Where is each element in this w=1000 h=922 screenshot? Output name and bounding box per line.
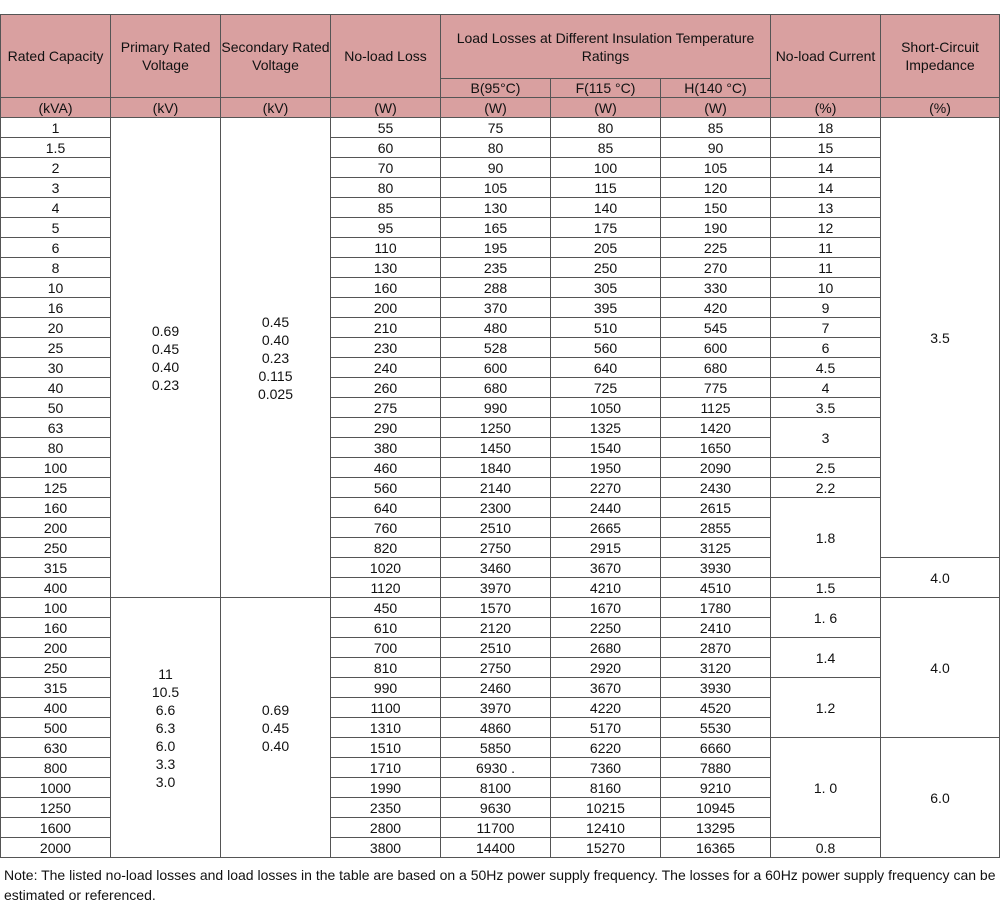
- cell-rated-capacity: 1600: [1, 818, 111, 838]
- cell-load-loss-f: 1540: [551, 438, 661, 458]
- cell-load-loss-b: 2750: [441, 658, 551, 678]
- cell-no-load-loss: 110: [331, 238, 441, 258]
- cell-load-loss-h: 3120: [661, 658, 771, 678]
- cell-load-loss-f: 3670: [551, 558, 661, 578]
- cell-no-load-loss: 1710: [331, 758, 441, 778]
- cell-load-loss-f: 2680: [551, 638, 661, 658]
- header-rated-capacity: Rated Capacity: [1, 15, 111, 98]
- cell-no-load-current: 3.5: [771, 398, 881, 418]
- cell-no-load-current: 11: [771, 238, 881, 258]
- cell-no-load-loss: 1120: [331, 578, 441, 598]
- cell-load-loss-b: 2140: [441, 478, 551, 498]
- cell-no-load-current: 18: [771, 118, 881, 138]
- cell-load-loss-h: 90: [661, 138, 771, 158]
- cell-load-loss-f: 7360: [551, 758, 661, 778]
- cell-no-load-current: 7: [771, 318, 881, 338]
- cell-load-loss-f: 10215: [551, 798, 661, 818]
- cell-load-loss-f: 1050: [551, 398, 661, 418]
- cell-load-loss-h: 16365: [661, 838, 771, 858]
- cell-load-loss-f: 1950: [551, 458, 661, 478]
- cell-no-load-loss: 275: [331, 398, 441, 418]
- cell-rated-capacity: 160: [1, 498, 111, 518]
- cell-no-load-current: 6: [771, 338, 881, 358]
- cell-no-load-loss: 260: [331, 378, 441, 398]
- cell-load-loss-h: 9210: [661, 778, 771, 798]
- cell-no-load-loss: 820: [331, 538, 441, 558]
- cell-no-load-loss: 700: [331, 638, 441, 658]
- cell-rated-capacity: 8: [1, 258, 111, 278]
- cell-load-loss-h: 190: [661, 218, 771, 238]
- header-no-load-loss: No-load Loss: [331, 15, 441, 98]
- cell-load-loss-b: 11700: [441, 818, 551, 838]
- cell-load-loss-b: 195: [441, 238, 551, 258]
- cell-rated-capacity: 315: [1, 558, 111, 578]
- cell-no-load-loss: 450: [331, 598, 441, 618]
- cell-load-loss-h: 270: [661, 258, 771, 278]
- cell-no-load-loss: 210: [331, 318, 441, 338]
- cell-load-loss-f: 4210: [551, 578, 661, 598]
- cell-rated-capacity: 16: [1, 298, 111, 318]
- cell-no-load-current: 1.5: [771, 578, 881, 598]
- cell-no-load-loss: 70: [331, 158, 441, 178]
- cell-load-loss-f: 8160: [551, 778, 661, 798]
- cell-sc-impedance: 3.5: [881, 118, 1000, 558]
- cell-no-load-current: 11: [771, 258, 881, 278]
- cell-no-load-current: 15: [771, 138, 881, 158]
- cell-load-loss-b: 1840: [441, 458, 551, 478]
- cell-load-loss-b: 1450: [441, 438, 551, 458]
- cell-no-load-loss: 810: [331, 658, 441, 678]
- unit-primary-voltage: (kV): [111, 98, 221, 118]
- cell-load-loss-h: 13295: [661, 818, 771, 838]
- cell-no-load-loss: 990: [331, 678, 441, 698]
- cell-rated-capacity: 125: [1, 478, 111, 498]
- cell-load-loss-f: 250: [551, 258, 661, 278]
- header-secondary-voltage: Secondary Rated Voltage: [221, 15, 331, 98]
- voltage-value: 0.23: [151, 376, 180, 393]
- voltage-value: 0.69: [261, 701, 290, 718]
- cell-load-loss-h: 2855: [661, 518, 771, 538]
- transformer-spec-table-wrapper: [0, 14, 1000, 858]
- cell-load-loss-b: 2750: [441, 538, 551, 558]
- transformer-spec-table: [0, 14, 1000, 858]
- cell-no-load-loss: 160: [331, 278, 441, 298]
- cell-no-load-current: 1. 0: [771, 738, 881, 838]
- cell-no-load-current: 1. 6: [771, 598, 881, 638]
- cell-load-loss-h: 2615: [661, 498, 771, 518]
- cell-rated-capacity: 1.5: [1, 138, 111, 158]
- cell-no-load-current: 3: [771, 418, 881, 458]
- cell-load-loss-h: 4520: [661, 698, 771, 718]
- cell-no-load-loss: 95: [331, 218, 441, 238]
- cell-secondary-voltage: [221, 118, 331, 598]
- cell-no-load-loss: 2800: [331, 818, 441, 838]
- cell-rated-capacity: 250: [1, 538, 111, 558]
- cell-no-load-current: 0.8: [771, 838, 881, 858]
- cell-load-loss-h: 2870: [661, 638, 771, 658]
- cell-load-loss-f: 2920: [551, 658, 661, 678]
- cell-load-loss-h: 5530: [661, 718, 771, 738]
- cell-load-loss-b: 680: [441, 378, 551, 398]
- cell-no-load-loss: 60: [331, 138, 441, 158]
- cell-no-load-loss: 85: [331, 198, 441, 218]
- cell-load-loss-b: 600: [441, 358, 551, 378]
- cell-rated-capacity: 80: [1, 438, 111, 458]
- voltage-value: 6.0: [155, 737, 176, 754]
- cell-no-load-loss: 760: [331, 518, 441, 538]
- unit-class-h: (W): [661, 98, 771, 118]
- header-class-b: B(95°C): [441, 79, 551, 98]
- cell-no-load-loss: 2350: [331, 798, 441, 818]
- cell-load-loss-b: 528: [441, 338, 551, 358]
- cell-no-load-loss: 80: [331, 178, 441, 198]
- cell-load-loss-b: 2510: [441, 518, 551, 538]
- cell-no-load-loss: 1310: [331, 718, 441, 738]
- cell-no-load-loss: 130: [331, 258, 441, 278]
- cell-load-loss-h: 600: [661, 338, 771, 358]
- cell-primary-voltage: [111, 598, 221, 858]
- cell-load-loss-h: 2430: [661, 478, 771, 498]
- voltage-value: 6.6: [155, 701, 176, 718]
- cell-rated-capacity: 2000: [1, 838, 111, 858]
- cell-load-loss-b: 130: [441, 198, 551, 218]
- cell-load-loss-f: 5170: [551, 718, 661, 738]
- unit-no-load-loss: (W): [331, 98, 441, 118]
- cell-load-loss-b: 2510: [441, 638, 551, 658]
- cell-load-loss-f: 175: [551, 218, 661, 238]
- cell-rated-capacity: 5: [1, 218, 111, 238]
- cell-load-loss-f: 560: [551, 338, 661, 358]
- cell-load-loss-b: 3460: [441, 558, 551, 578]
- cell-rated-capacity: 1: [1, 118, 111, 138]
- header-primary-voltage: Primary Rated Voltage: [111, 15, 221, 98]
- cell-load-loss-h: 3125: [661, 538, 771, 558]
- cell-load-loss-b: 14400: [441, 838, 551, 858]
- cell-sc-impedance: 4.0: [881, 598, 1000, 738]
- voltage-value: 0.45: [151, 340, 180, 357]
- cell-load-loss-h: 420: [661, 298, 771, 318]
- cell-load-loss-b: 165: [441, 218, 551, 238]
- header-sc-impedance: Short-Circuit Impedance: [881, 15, 1000, 98]
- cell-rated-capacity: 10: [1, 278, 111, 298]
- cell-load-loss-f: 3670: [551, 678, 661, 698]
- cell-no-load-current: 1.4: [771, 638, 881, 678]
- cell-load-loss-f: 140: [551, 198, 661, 218]
- cell-load-loss-f: 205: [551, 238, 661, 258]
- cell-load-loss-f: 12410: [551, 818, 661, 838]
- unit-secondary-voltage: (kV): [221, 98, 331, 118]
- cell-no-load-loss: 55: [331, 118, 441, 138]
- voltage-value: 10.5: [151, 683, 180, 700]
- cell-load-loss-h: 3930: [661, 678, 771, 698]
- cell-load-loss-f: 85: [551, 138, 661, 158]
- cell-load-loss-f: 6220: [551, 738, 661, 758]
- cell-no-load-current: 1.8: [771, 498, 881, 578]
- cell-load-loss-f: 395: [551, 298, 661, 318]
- header-class-h: H(140 °C): [661, 79, 771, 98]
- header-load-losses: Load Losses at Different Insulation Temperature Ratings: [441, 15, 771, 79]
- cell-rated-capacity: 800: [1, 758, 111, 778]
- cell-load-loss-f: 510: [551, 318, 661, 338]
- cell-no-load-loss: 290: [331, 418, 441, 438]
- voltage-value: 11: [158, 665, 173, 682]
- cell-sc-impedance: 4.0: [881, 558, 1000, 598]
- cell-load-loss-h: 2090: [661, 458, 771, 478]
- cell-rated-capacity: 500: [1, 718, 111, 738]
- table-row: [1, 598, 1000, 618]
- cell-load-loss-h: 330: [661, 278, 771, 298]
- cell-sc-impedance: 6.0: [881, 738, 1000, 858]
- cell-load-loss-f: 115: [551, 178, 661, 198]
- cell-load-loss-f: 1325: [551, 418, 661, 438]
- cell-no-load-current: 4: [771, 378, 881, 398]
- cell-load-loss-h: 10945: [661, 798, 771, 818]
- cell-load-loss-b: 4860: [441, 718, 551, 738]
- unit-rated-capacity: (kVA): [1, 98, 111, 118]
- cell-load-loss-h: 225: [661, 238, 771, 258]
- cell-load-loss-b: 2300: [441, 498, 551, 518]
- cell-load-loss-b: 6930 .: [441, 758, 551, 778]
- voltage-value: 0.69: [151, 322, 180, 339]
- cell-load-loss-b: 3970: [441, 698, 551, 718]
- unit-no-load-current: (%): [771, 98, 881, 118]
- cell-load-loss-f: 2270: [551, 478, 661, 498]
- cell-rated-capacity: 1250: [1, 798, 111, 818]
- cell-load-loss-b: 2120: [441, 618, 551, 638]
- cell-load-loss-h: 3930: [661, 558, 771, 578]
- cell-load-loss-h: 680: [661, 358, 771, 378]
- cell-load-loss-f: 305: [551, 278, 661, 298]
- cell-no-load-loss: 1020: [331, 558, 441, 578]
- cell-load-loss-h: 105: [661, 158, 771, 178]
- cell-load-loss-f: 15270: [551, 838, 661, 858]
- cell-rated-capacity: 160: [1, 618, 111, 638]
- cell-no-load-loss: 3800: [331, 838, 441, 858]
- cell-no-load-loss: 640: [331, 498, 441, 518]
- cell-no-load-current: 13: [771, 198, 881, 218]
- cell-primary-voltage: [111, 118, 221, 598]
- cell-no-load-loss: 200: [331, 298, 441, 318]
- header-class-f: F(115 °C): [551, 79, 661, 98]
- cell-load-loss-b: 1570: [441, 598, 551, 618]
- voltage-value: 0.23: [261, 349, 290, 366]
- header-no-load-current: No-load Current: [771, 15, 881, 98]
- cell-secondary-voltage: [221, 598, 331, 858]
- cell-load-loss-h: 1125: [661, 398, 771, 418]
- unit-class-b: (W): [441, 98, 551, 118]
- cell-rated-capacity: 30: [1, 358, 111, 378]
- cell-rated-capacity: 4: [1, 198, 111, 218]
- cell-rated-capacity: 400: [1, 698, 111, 718]
- cell-rated-capacity: 1000: [1, 778, 111, 798]
- cell-no-load-current: 12: [771, 218, 881, 238]
- cell-rated-capacity: 25: [1, 338, 111, 358]
- cell-rated-capacity: 40: [1, 378, 111, 398]
- cell-load-loss-f: 2440: [551, 498, 661, 518]
- cell-no-load-current: 9: [771, 298, 881, 318]
- cell-no-load-loss: 460: [331, 458, 441, 478]
- cell-no-load-loss: 380: [331, 438, 441, 458]
- cell-load-loss-b: 370: [441, 298, 551, 318]
- cell-rated-capacity: 63: [1, 418, 111, 438]
- cell-rated-capacity: 100: [1, 598, 111, 618]
- voltage-value: 0.025: [257, 385, 294, 402]
- cell-rated-capacity: 20: [1, 318, 111, 338]
- cell-rated-capacity: 2: [1, 158, 111, 178]
- cell-load-loss-b: 90: [441, 158, 551, 178]
- voltage-value: 0.115: [258, 367, 293, 384]
- cell-load-loss-b: 1250: [441, 418, 551, 438]
- cell-load-loss-b: 2460: [441, 678, 551, 698]
- table-row: [1, 118, 1000, 138]
- cell-load-loss-f: 2665: [551, 518, 661, 538]
- cell-load-loss-b: 990: [441, 398, 551, 418]
- cell-rated-capacity: 100: [1, 458, 111, 478]
- cell-no-load-current: 2.5: [771, 458, 881, 478]
- cell-no-load-current: 4.5: [771, 358, 881, 378]
- cell-load-loss-h: 120: [661, 178, 771, 198]
- cell-rated-capacity: 3: [1, 178, 111, 198]
- cell-load-loss-f: 725: [551, 378, 661, 398]
- cell-load-loss-b: 105: [441, 178, 551, 198]
- cell-load-loss-f: 2915: [551, 538, 661, 558]
- voltage-value: 0.40: [151, 358, 180, 375]
- cell-load-loss-h: 1780: [661, 598, 771, 618]
- cell-no-load-current: 10: [771, 278, 881, 298]
- cell-load-loss-b: 8100: [441, 778, 551, 798]
- cell-load-loss-f: 2250: [551, 618, 661, 638]
- cell-load-loss-f: 80: [551, 118, 661, 138]
- cell-load-loss-b: 288: [441, 278, 551, 298]
- cell-rated-capacity: 315: [1, 678, 111, 698]
- cell-load-loss-h: 7880: [661, 758, 771, 778]
- cell-no-load-current: 2.2: [771, 478, 881, 498]
- cell-load-loss-h: 150: [661, 198, 771, 218]
- cell-no-load-loss: 560: [331, 478, 441, 498]
- cell-load-loss-h: 1420: [661, 418, 771, 438]
- voltage-value: 3.0: [155, 773, 176, 790]
- table-body: [1, 118, 1000, 858]
- cell-load-loss-h: 85: [661, 118, 771, 138]
- cell-no-load-loss: 1100: [331, 698, 441, 718]
- footnote: Note: The listed no-load losses and load losses in the table are based on a 50Hz power supply frequency. The losses for a 60Hz power supply frequency can be estimated or referenced.: [4, 867, 996, 903]
- cell-no-load-loss: 610: [331, 618, 441, 638]
- cell-rated-capacity: 200: [1, 518, 111, 538]
- cell-no-load-current: 1.2: [771, 678, 881, 738]
- cell-load-loss-b: 80: [441, 138, 551, 158]
- cell-load-loss-h: 4510: [661, 578, 771, 598]
- cell-load-loss-b: 5850: [441, 738, 551, 758]
- cell-rated-capacity: 200: [1, 638, 111, 658]
- cell-rated-capacity: 250: [1, 658, 111, 678]
- cell-load-loss-f: 100: [551, 158, 661, 178]
- voltage-value: 0.40: [261, 737, 290, 754]
- cell-rated-capacity: 400: [1, 578, 111, 598]
- unit-sc-impedance: (%): [881, 98, 1000, 118]
- cell-rated-capacity: 50: [1, 398, 111, 418]
- unit-class-f: (W): [551, 98, 661, 118]
- cell-load-loss-h: 545: [661, 318, 771, 338]
- cell-load-loss-h: 1650: [661, 438, 771, 458]
- cell-no-load-loss: 1510: [331, 738, 441, 758]
- cell-load-loss-f: 1670: [551, 598, 661, 618]
- cell-load-loss-h: 6660: [661, 738, 771, 758]
- cell-load-loss-f: 640: [551, 358, 661, 378]
- cell-load-loss-f: 4220: [551, 698, 661, 718]
- cell-load-loss-b: 9630: [441, 798, 551, 818]
- voltage-value: 0.40: [261, 331, 290, 348]
- cell-load-loss-b: 75: [441, 118, 551, 138]
- cell-rated-capacity: 630: [1, 738, 111, 758]
- voltage-value: 3.3: [155, 755, 176, 772]
- cell-load-loss-b: 235: [441, 258, 551, 278]
- voltage-value: 0.45: [261, 719, 290, 736]
- cell-load-loss-h: 2410: [661, 618, 771, 638]
- cell-no-load-loss: 230: [331, 338, 441, 358]
- cell-load-loss-b: 480: [441, 318, 551, 338]
- cell-no-load-loss: 240: [331, 358, 441, 378]
- voltage-value: 0.45: [261, 313, 290, 330]
- cell-no-load-current: 14: [771, 158, 881, 178]
- cell-rated-capacity: 6: [1, 238, 111, 258]
- cell-load-loss-h: 775: [661, 378, 771, 398]
- voltage-value: 6.3: [155, 719, 176, 736]
- cell-no-load-current: 14: [771, 178, 881, 198]
- cell-no-load-loss: 1990: [331, 778, 441, 798]
- cell-load-loss-b: 3970: [441, 578, 551, 598]
